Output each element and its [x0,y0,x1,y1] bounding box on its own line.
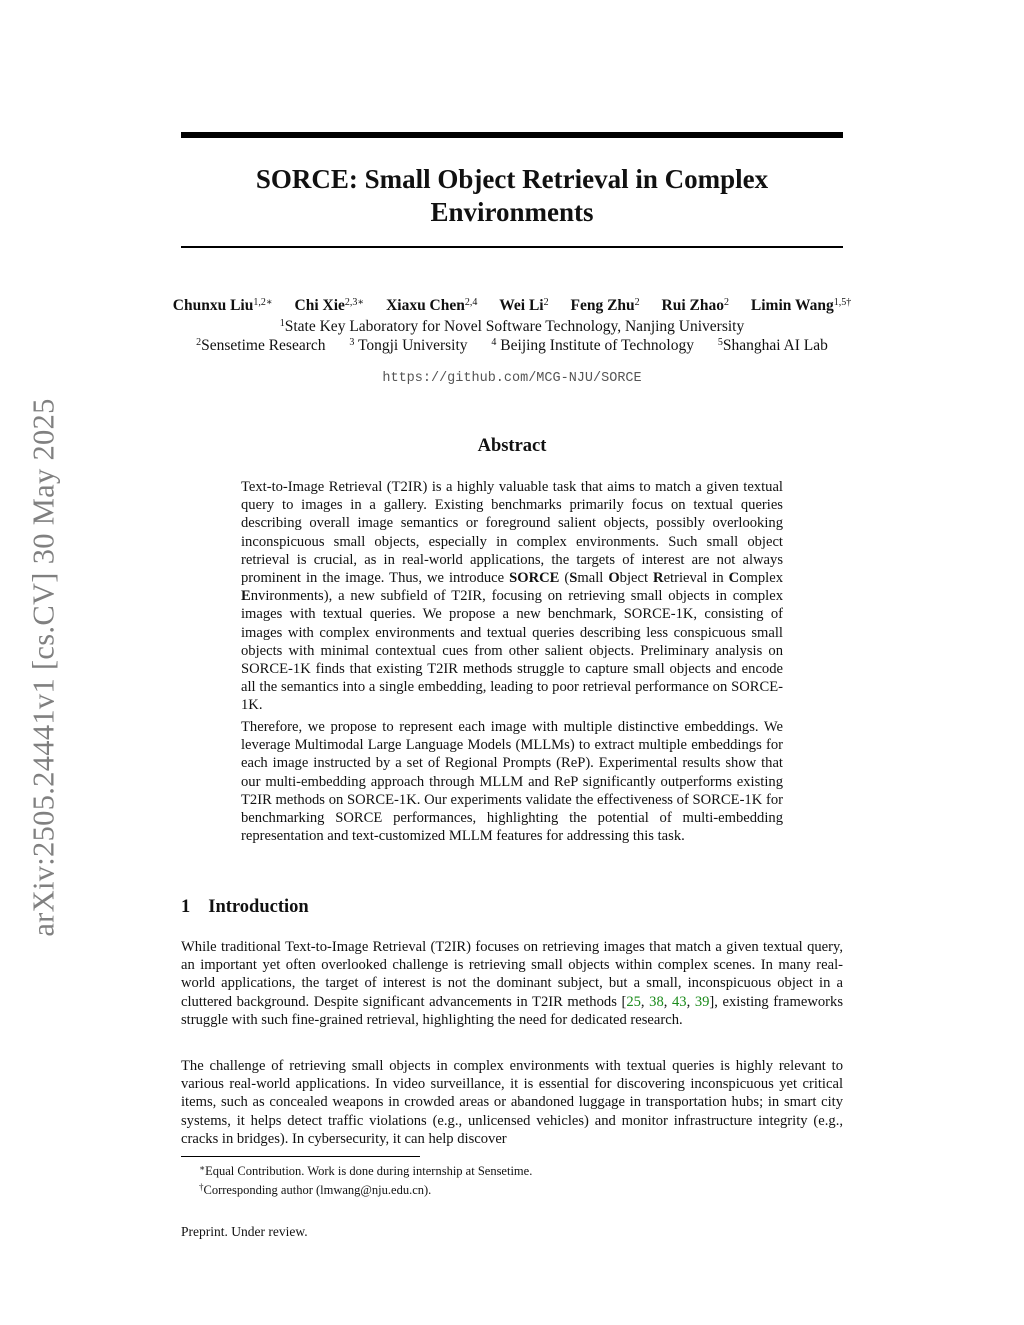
citation-link[interactable]: 25 [626,993,641,1010]
author: Xiaxu Chen$^{2,4}$ [386,297,478,314]
affiliation-line-2 [130,333,894,356]
arxiv-identifier [12,372,76,962]
intro-paragraph-1: While traditional Text-to-Image Retrieval (T2IR) focuses on retrieving images that match a given textual query, an important yet often overlooked challenge is retrieving small objects within complex scenes. In many real-world applications, the target of interest is not the dominant subject, but a small, inconspicuous object in a cluttered background. Despite significant advancements in T2IR methods [25, 38, 43, 39], existing frameworks struggle with such fine-grained retrieval, highlighting the need for dedicated research. [181,939,843,1028]
abstract-heading: Abstract [477,436,547,456]
author: Feng Zhu$^2$ [570,297,640,314]
citation-link[interactable]: 43 [671,993,687,1010]
title-bottom-rule [181,246,843,248]
intro-paragraph-2: The challenge of retrieving small objects in complex environments with textual queries is highly relevant to various real-world applications. In video surveillance, it is essential for discovering inconspicuous yet critical items, such as concealed weapons in crowded areas or abandoned luggage in transportation hubs; in smart city systems, it helps detect traffic violations (e.g., unlicensed vehicles) and monitor infrastructure integrity (e.g., cracks in bridges). In cybersecurity, it can help discover [181,1058,843,1147]
citation-link[interactable]: 39 [694,993,710,1010]
author-list [130,293,894,316]
section-heading-introduction: 1 Introduction [181,897,309,917]
title-line-2: Environments [430,197,594,227]
title-top-rule [181,132,843,138]
abstract-paragraph-1: Text-to-Image Retrieval (T2IR) is a highly valuable task that aims to match a given textual query to images in a gallery. Existing benchmarks primarily focus on textual queries describing overall image semantics or foreground salient objects, possibly overlooking inconspicuous small objects, especially in complex environments. Such small object retrieval is crucial, as in real-world applications, the targets of interest are not always prominent in the image. Thus, we introduce SORCE (Small Object Retrieval in Complex Environments), a new subfield of T2IR, focusing on retrieving small objects in complex images with textual queries. We propose a new benchmark, SORCE-1K, consisting of images with complex environments and textual queries describing less conspicuous small objects with minimal contextual cues from other salient objects. Preliminary analysis on SORCE-1K finds that existing T2IR methods struggle to capture small objects and encode all the semantics into a single embedding, leading to poor retrieval performance on SORCE-1K. [241,479,783,714]
arxiv-identifier-text: arXiv:2505.24441v1 [cs.CV] 30 May 2025 [26,397,61,937]
affiliation: $^4$ Beijing Institute of Technology [491,337,694,354]
affiliation: $^5$Shanghai AI Lab [717,337,828,354]
author: Limin Wang$^{1,5\dagger}$ [750,297,852,314]
repo-link[interactable]: https://github.com/MCG-NJU/SORCE [382,371,642,386]
affiliation: $^2$Sensetime Research [196,337,326,354]
footnote-equal-contribution: ∗Equal Contribution. Work is done during internship at Sensetime. [199,1163,533,1178]
citation-link[interactable]: 38 [649,993,664,1010]
abstract-paragraph-2: Therefore, we propose to represent each image with multiple distinctive embeddings. We leverage Multimodal Large Language Models (MLLMs) to extract multiple embeddings for each image instructed by a set of Regional Prompts (ReP). Experimental results show that our multi-embedding approach through MLLM and ReP significantly outperforms existing T2IR methods on SORCE-1K. Our experiments validate the effectiveness of SORCE-1K for benchmarking SORCE performances, highlighting the potential of multi-embedding representation and text-customized MLLM features for addressing this task. [241,719,783,845]
author: Rui Zhao$^2$ [661,297,730,314]
author: Wei Li$^2$ [499,297,549,314]
paper-title [181,163,843,229]
author: Chunxu Liu$^{1,2∗}$ [172,297,273,314]
title-line-1: SORCE: Small Object Retrieval in Complex [255,164,769,194]
footnote-rule [181,1156,420,1157]
preprint-notice: Preprint. Under review. [181,1224,308,1239]
footnote-corresponding-author: †Corresponding author (lmwang@nju.edu.cn). [199,1182,432,1197]
author: Chi Xie$^{2,3∗}$ [294,297,365,314]
affiliation: $^3$ Tongji University [349,337,468,354]
affiliation-line-1: $^1$State Key Laboratory for Novel Software Technology, Nanjing University [279,318,745,335]
